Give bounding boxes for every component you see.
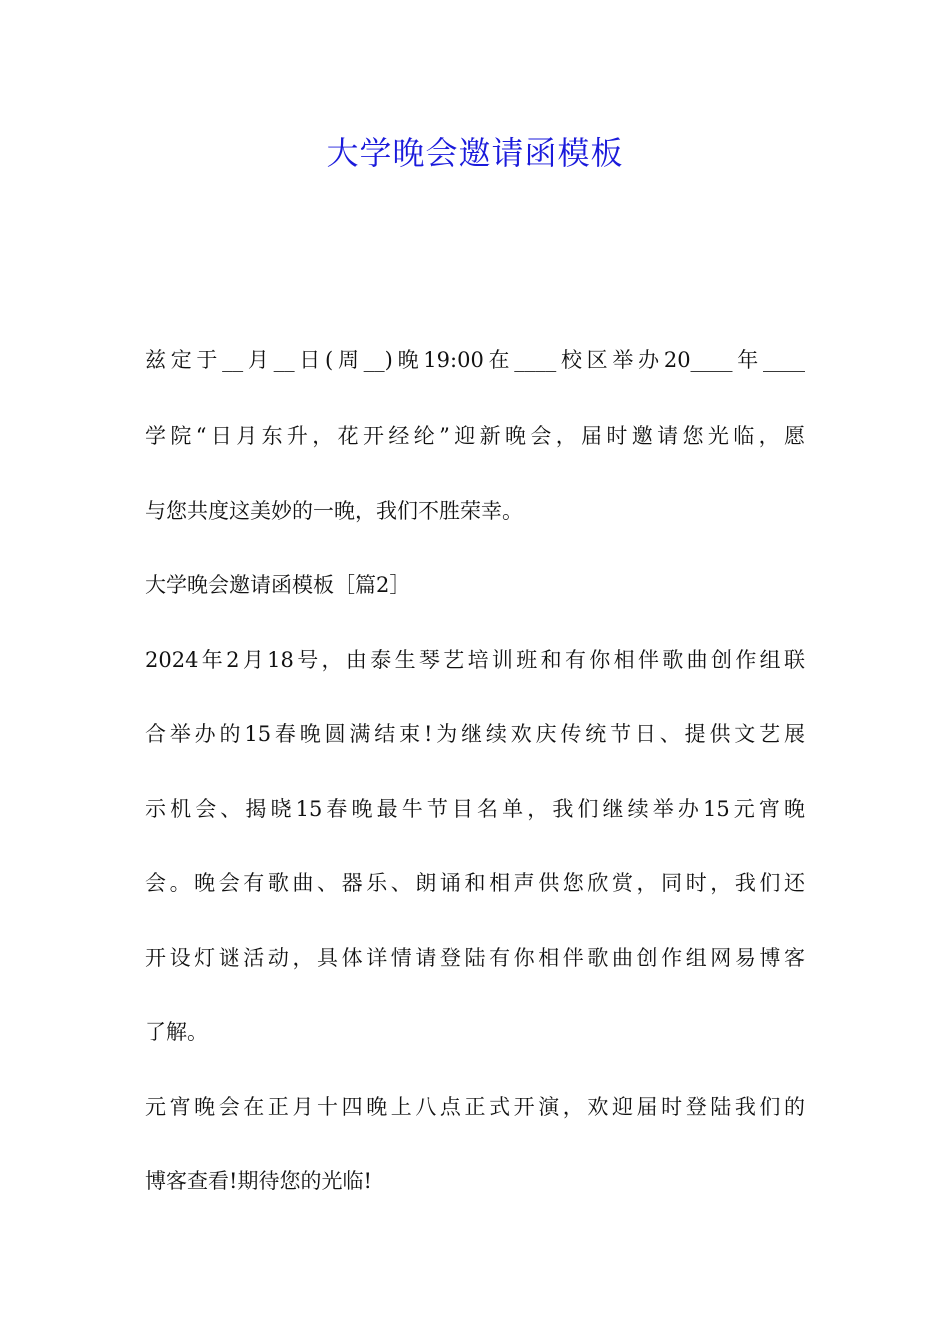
paragraph-2-line-5: 开设灯谜活动，具体详情请登陆有你相伴歌曲创作组网易博客	[145, 946, 805, 970]
paragraph-2-line-3: 示机会、揭晓15春晚最牛节目名单，我们继续举办15元宵晚	[145, 797, 805, 821]
paragraph-2-line-2: 合举办的15春晚圆满结束!为继续欢庆传统节日、提供文艺展	[145, 722, 805, 746]
paragraph-2-line-1: 2024年2月18号，由泰生琴艺培训班和有你相伴歌曲创作组联	[145, 648, 805, 672]
paragraph-2-line-6: 了解。	[145, 1020, 208, 1044]
page-title: 大学晚会邀请函模板	[326, 134, 624, 172]
paragraph-1-line-1: 兹定于__月__日(周__)晚19:00在____校区举办20____年____	[145, 348, 805, 372]
paragraph-1-line-3: 与您共度这美妙的一晚，我们不胜荣幸。	[145, 499, 523, 523]
section-heading: 大学晚会邀请函模板［篇2］	[145, 573, 411, 597]
paragraph-3-line-2: 博客查看!期待您的光临!	[145, 1169, 372, 1193]
paragraph-2-line-4: 会。晚会有歌曲、器乐、朗诵和相声供您欣赏，同时，我们还	[145, 871, 805, 895]
paragraph-1-line-2: 学院“日月东升，花开经纶”迎新晚会，届时邀请您光临，愿	[145, 424, 805, 448]
paragraph-3-line-1: 元宵晚会在正月十四晚上八点正式开演，欢迎届时登陆我们的	[145, 1095, 805, 1119]
